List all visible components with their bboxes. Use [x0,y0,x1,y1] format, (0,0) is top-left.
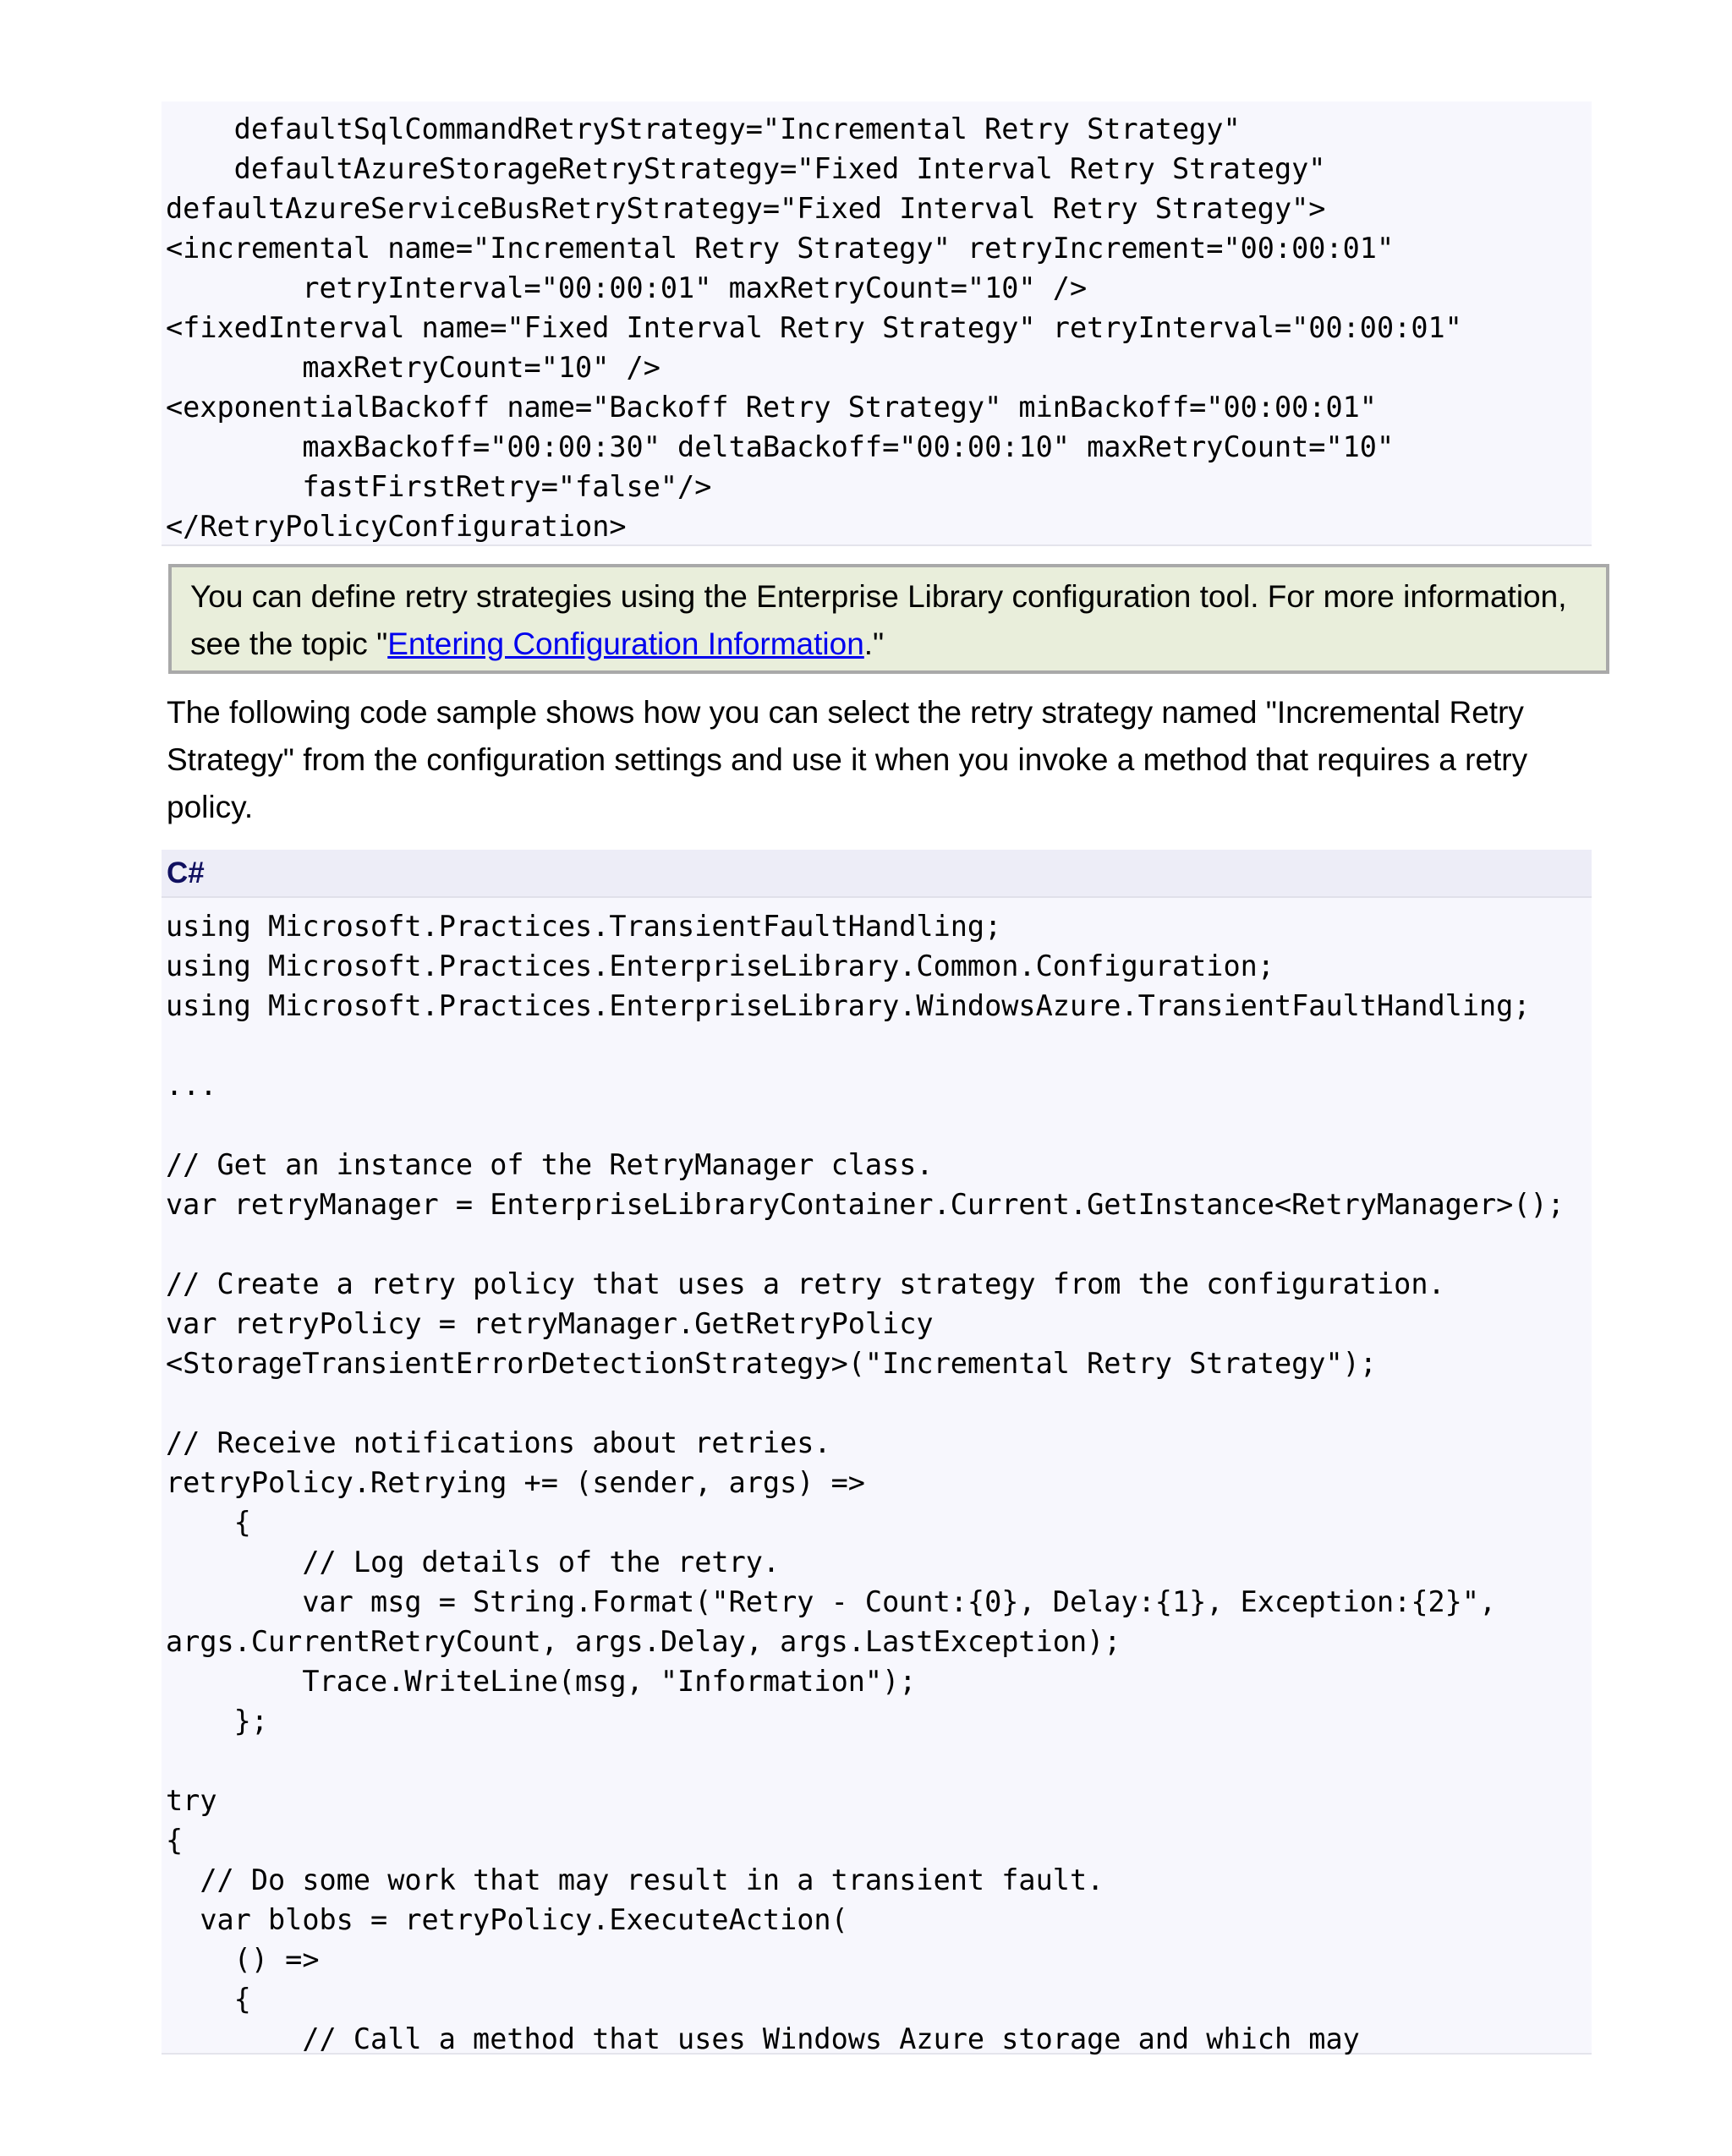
info-note [168,564,1609,674]
csharp-code-block [162,850,1592,2055]
language-label: C# [162,850,1592,898]
note-text-after: ." [863,627,885,661]
body-paragraph: The following code sample shows how you can select the retry strategy named "Incremental Retry Strategy" from the configuration settings and use it when you invoke a method that requires a retry policy. [167,695,1528,824]
note-text-before: You can define retry strategies using the Enterprise Library configuration tool. For more information, see the topic " [190,579,1567,661]
xml-config-code-block [162,101,1592,546]
entering-configuration-information-link[interactable]: Entering Configuration Information [387,627,864,661]
xml-config-code: defaultSqlCommandRetryStrategy="Incremental Retry Strategy" defaultAzureStorageRetryStrategy="Fixed Interval Retry Strategy" defaultAzureServiceBusRetryStrategy="Fixed Interval Retry Strategy"> <incremental name="Incremental Retry Strategy" retryIncrement="00:00:01" retryInterval="00:00:01" maxRetryCount="10" /> <fixedInterval name="Fixed Interval Retry Strategy" retryInterval="00:00:01" maxRetryCount="10" /> <exponentialBackoff name="Backoff Retry Strategy" minBackoff="00:00:01" maxBackoff="00:00:30" deltaBackoff="00:00:10" maxRetryCount="10" fastFirstRetry="false"/> </RetryPolicyConfiguration> [166,112,1462,543]
csharp-code: using Microsoft.Practices.TransientFaultHandling; using Microsoft.Practices.EnterpriseLibrary.Common.Configuration; using Microsoft.Practices.EnterpriseLibrary.WindowsAzure.TransientFaultHandling; ... // Get an instance of the RetryManager class. var retryManager = EnterpriseLibraryContainer.Current.GetInstance<RetryManager>(); // Create a retry policy that uses a retry strategy from the configuration. var retryPolicy = retryManager.GetRetryPolicy <StorageTransientErrorDetectionStrategy>("Incremental Retry Strategy"); // Receive notifications about retries. retryPolicy.Retrying += (sender, args) => { // Log details of the retry. var msg = String.Format("Retry - Count:{0}, Delay:{1}, Exception:{2}", args.CurrentRetryCount, args.Delay, args.LastException); Trace.WriteLine(msg, "Information"); }; try { // Do some work that may result in a transient fault. var blobs = retryPolicy.ExecuteAction( () => { // Call a method that uses Windows Azure storage and which may [166,910,1565,2055]
